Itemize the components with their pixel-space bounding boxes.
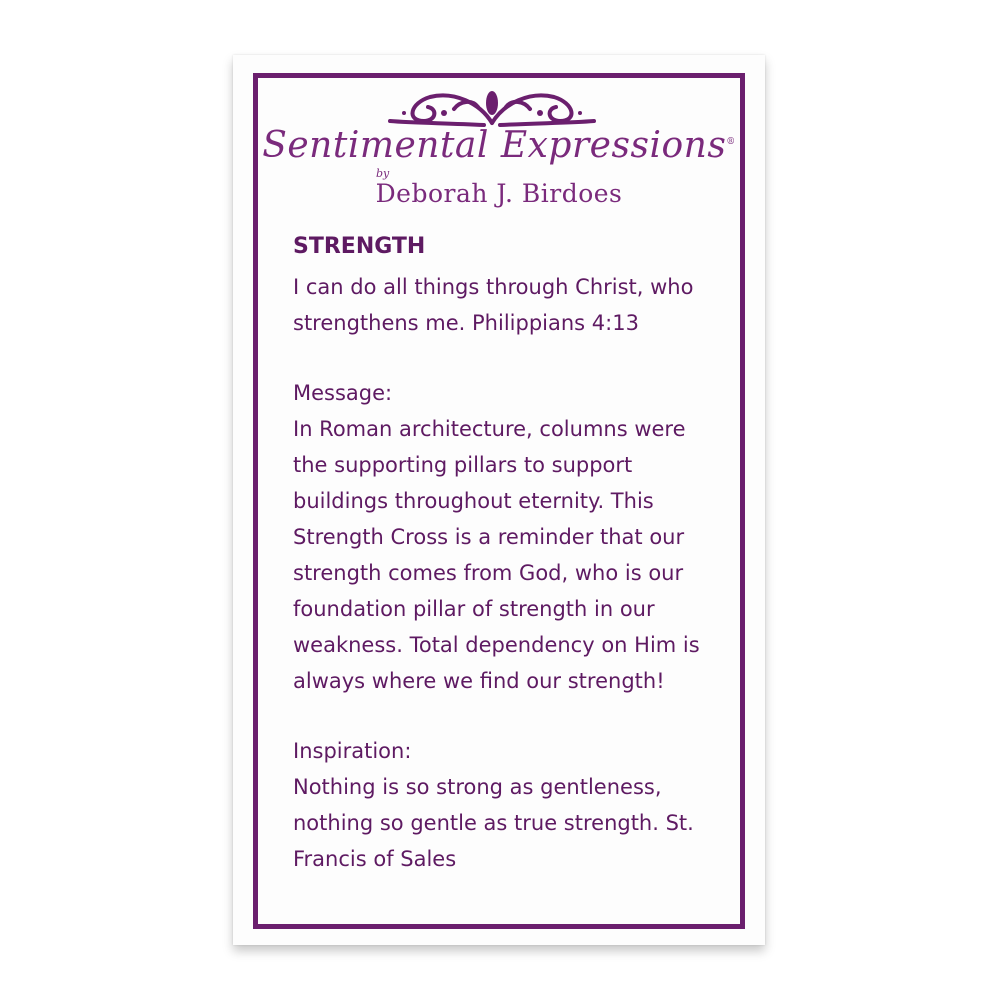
brand-title-text: Sentimental Expressions xyxy=(262,125,727,166)
scroll-ornament-icon xyxy=(384,83,600,131)
verse-text: I can do all things through Christ, who strengthens me. Philippians 4:13 xyxy=(293,275,694,335)
inspiration-label: Inspiration: xyxy=(293,739,412,763)
brand-author: Deborah J. Birdoes xyxy=(375,179,623,208)
card-content xyxy=(293,227,713,877)
registered-mark: ® xyxy=(726,137,736,147)
card-heading: STRENGTH xyxy=(293,234,426,259)
sentiment-card xyxy=(233,55,765,945)
brand-logo-title xyxy=(233,125,765,166)
inspiration-text: Nothing is so strong as gentleness, nothing so gentle as true strength. St. Francis of Sales xyxy=(293,775,694,871)
brand-by-text: by xyxy=(376,167,390,180)
message-text: In Roman architecture, columns were the supporting pillars to support buildings throughout eternity. This Strength Cross is a reminder that our strength comes from God, who is our foundation pillar of strength in our weakness. Total dependency on Him is always where we find our strength! xyxy=(293,417,700,693)
message-label: Message: xyxy=(293,381,393,405)
